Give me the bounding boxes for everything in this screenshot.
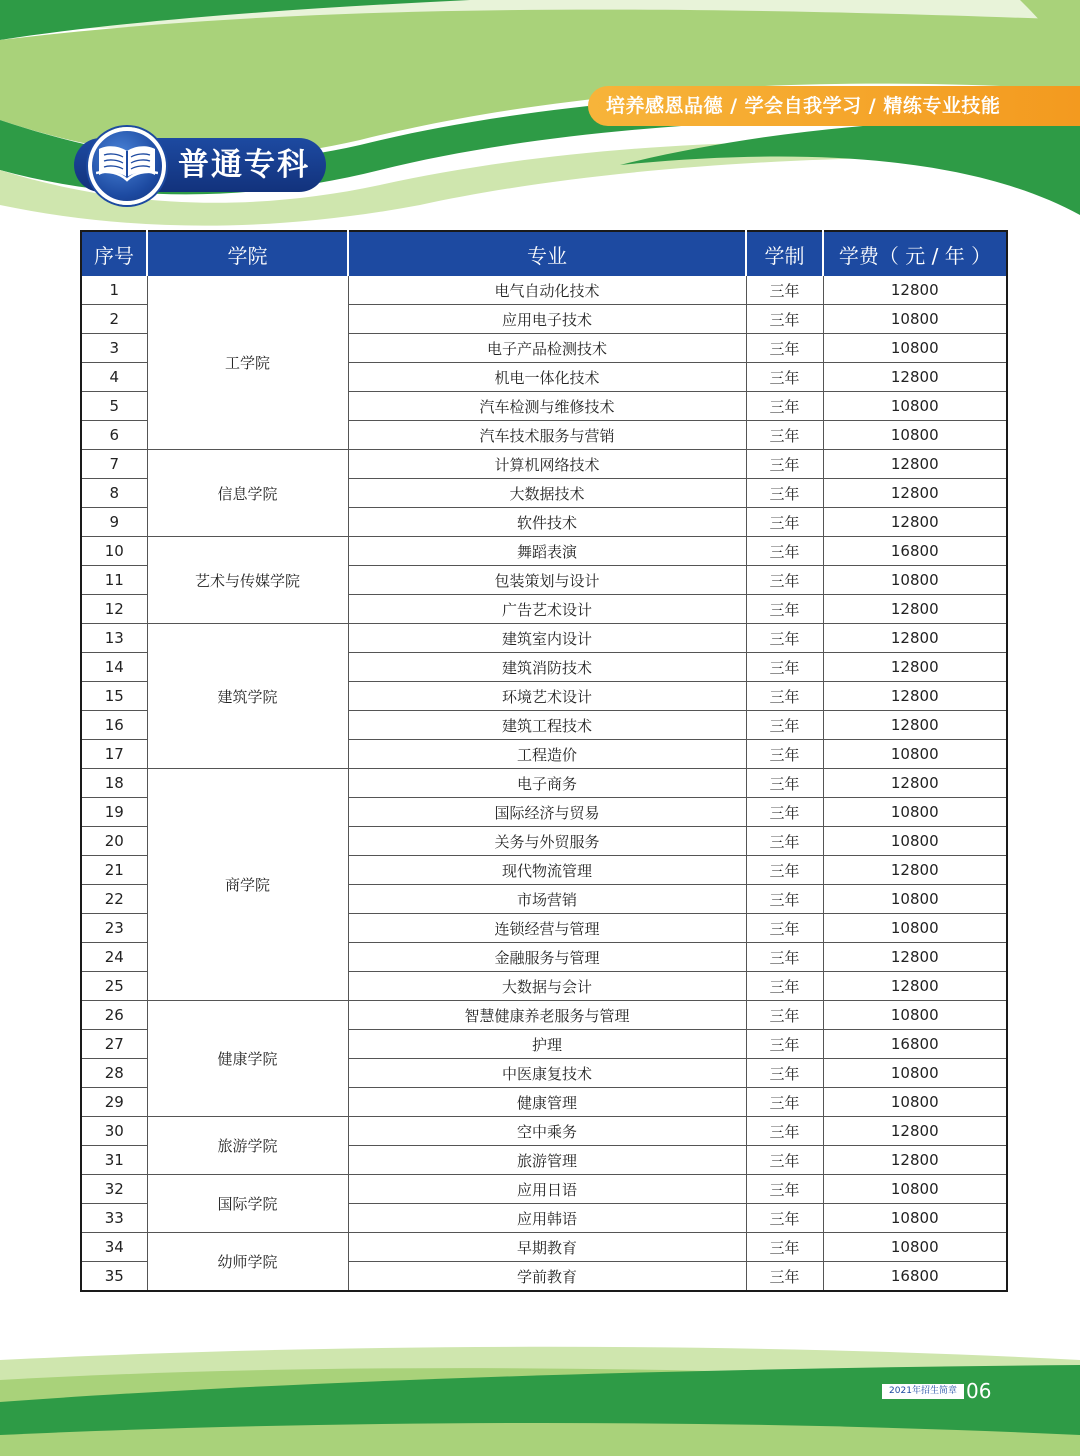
cell-major: 学前教育 — [348, 1262, 746, 1292]
cell-fee: 10800 — [823, 392, 1007, 421]
cell-fee: 12800 — [823, 508, 1007, 537]
cell-duration: 三年 — [746, 1117, 823, 1146]
cell-college: 信息学院 — [147, 450, 348, 537]
cell-no: 29 — [81, 1088, 147, 1117]
cell-major: 电气自动化技术 — [348, 276, 746, 305]
table-header-row — [81, 231, 1007, 276]
cell-duration: 三年 — [746, 885, 823, 914]
cell-fee: 12800 — [823, 711, 1007, 740]
cell-major: 建筑室内设计 — [348, 624, 746, 653]
cell-no: 25 — [81, 972, 147, 1001]
cell-fee: 10800 — [823, 914, 1007, 943]
cell-major: 计算机网络技术 — [348, 450, 746, 479]
cell-fee: 10800 — [823, 334, 1007, 363]
cell-major: 健康管理 — [348, 1088, 746, 1117]
cell-fee: 12800 — [823, 943, 1007, 972]
cell-duration: 三年 — [746, 1088, 823, 1117]
cell-college: 旅游学院 — [147, 1117, 348, 1175]
cell-major: 电子产品检测技术 — [348, 334, 746, 363]
cell-duration: 三年 — [746, 276, 823, 305]
cell-major: 智慧健康养老服务与管理 — [348, 1001, 746, 1030]
cell-no: 16 — [81, 711, 147, 740]
page-number: 06 — [966, 1379, 992, 1403]
cell-fee: 16800 — [823, 1030, 1007, 1059]
cell-major: 应用韩语 — [348, 1204, 746, 1233]
cell-college: 建筑学院 — [147, 624, 348, 769]
cell-fee: 12800 — [823, 479, 1007, 508]
cell-no: 27 — [81, 1030, 147, 1059]
cell-no: 19 — [81, 798, 147, 827]
cell-fee: 10800 — [823, 421, 1007, 450]
table-row — [81, 1001, 1007, 1030]
cell-no: 21 — [81, 856, 147, 885]
cell-no: 28 — [81, 1059, 147, 1088]
cell-duration: 三年 — [746, 1262, 823, 1292]
cell-major: 包装策划与设计 — [348, 566, 746, 595]
cell-fee: 12800 — [823, 856, 1007, 885]
cell-major: 工程造价 — [348, 740, 746, 769]
cell-no: 6 — [81, 421, 147, 450]
cell-duration: 三年 — [746, 1146, 823, 1175]
table-row — [81, 1117, 1007, 1146]
cell-no: 3 — [81, 334, 147, 363]
cell-major: 建筑消防技术 — [348, 653, 746, 682]
cell-fee: 12800 — [823, 682, 1007, 711]
cell-no: 35 — [81, 1262, 147, 1292]
cell-major: 软件技术 — [348, 508, 746, 537]
cell-major: 市场营销 — [348, 885, 746, 914]
cell-fee: 10800 — [823, 1204, 1007, 1233]
cell-major: 电子商务 — [348, 769, 746, 798]
cell-fee: 12800 — [823, 769, 1007, 798]
cell-fee: 12800 — [823, 595, 1007, 624]
table-row — [81, 1175, 1007, 1204]
cell-duration: 三年 — [746, 537, 823, 566]
cell-college: 幼师学院 — [147, 1233, 348, 1292]
cell-major: 建筑工程技术 — [348, 711, 746, 740]
slogan-banner: 培养感恩品德 / 学会自我学习 / 精练专业技能 — [588, 86, 1080, 126]
cell-no: 26 — [81, 1001, 147, 1030]
cell-duration: 三年 — [746, 682, 823, 711]
cell-no: 13 — [81, 624, 147, 653]
cell-duration: 三年 — [746, 421, 823, 450]
cell-duration: 三年 — [746, 1233, 823, 1262]
cell-major: 汽车检测与维修技术 — [348, 392, 746, 421]
cell-no: 23 — [81, 914, 147, 943]
cell-no: 10 — [81, 537, 147, 566]
cell-fee: 10800 — [823, 1088, 1007, 1117]
table-row — [81, 769, 1007, 798]
cell-college: 艺术与传媒学院 — [147, 537, 348, 624]
cell-major: 广告艺术设计 — [348, 595, 746, 624]
cell-no: 2 — [81, 305, 147, 334]
cell-no: 9 — [81, 508, 147, 537]
section-title: 普通专科 — [178, 147, 310, 183]
cell-no: 11 — [81, 566, 147, 595]
cell-major: 大数据与会计 — [348, 972, 746, 1001]
cell-duration: 三年 — [746, 566, 823, 595]
cell-fee: 12800 — [823, 624, 1007, 653]
cell-major: 机电一体化技术 — [348, 363, 746, 392]
cell-no: 24 — [81, 943, 147, 972]
cell-fee: 10800 — [823, 1001, 1007, 1030]
cell-no: 18 — [81, 769, 147, 798]
cell-duration: 三年 — [746, 914, 823, 943]
cell-no: 7 — [81, 450, 147, 479]
cell-fee: 12800 — [823, 653, 1007, 682]
cell-fee: 16800 — [823, 1262, 1007, 1292]
cell-major: 空中乘务 — [348, 1117, 746, 1146]
cell-duration: 三年 — [746, 595, 823, 624]
cell-fee: 12800 — [823, 1146, 1007, 1175]
cell-no: 33 — [81, 1204, 147, 1233]
cell-college: 健康学院 — [147, 1001, 348, 1117]
cell-no: 8 — [81, 479, 147, 508]
cell-fee: 10800 — [823, 566, 1007, 595]
cell-fee: 12800 — [823, 450, 1007, 479]
cell-duration: 三年 — [746, 1001, 823, 1030]
tuition-table — [80, 230, 1008, 1292]
cell-fee: 10800 — [823, 798, 1007, 827]
cell-fee: 12800 — [823, 363, 1007, 392]
cell-duration: 三年 — [746, 711, 823, 740]
cell-major: 中医康复技术 — [348, 1059, 746, 1088]
cell-no: 30 — [81, 1117, 147, 1146]
cell-college: 工学院 — [147, 276, 348, 450]
cell-major: 舞蹈表演 — [348, 537, 746, 566]
header-major: 专业 — [348, 231, 746, 276]
cell-major: 金融服务与管理 — [348, 943, 746, 972]
header-duration: 学制 — [746, 231, 823, 276]
cell-college: 商学院 — [147, 769, 348, 1001]
cell-major: 国际经济与贸易 — [348, 798, 746, 827]
cell-duration: 三年 — [746, 508, 823, 537]
cell-fee: 10800 — [823, 1233, 1007, 1262]
cell-major: 关务与外贸服务 — [348, 827, 746, 856]
table-row — [81, 537, 1007, 566]
cell-no: 20 — [81, 827, 147, 856]
cell-duration: 三年 — [746, 972, 823, 1001]
cell-duration: 三年 — [746, 624, 823, 653]
cell-duration: 三年 — [746, 740, 823, 769]
cell-duration: 三年 — [746, 363, 823, 392]
table-row — [81, 1233, 1007, 1262]
cell-no: 5 — [81, 392, 147, 421]
cell-fee: 12800 — [823, 1117, 1007, 1146]
cell-no: 32 — [81, 1175, 147, 1204]
cell-duration: 三年 — [746, 1204, 823, 1233]
cell-fee: 10800 — [823, 827, 1007, 856]
cell-duration: 三年 — [746, 392, 823, 421]
cell-no: 12 — [81, 595, 147, 624]
cell-duration: 三年 — [746, 856, 823, 885]
cell-fee: 16800 — [823, 537, 1007, 566]
cell-major: 汽车技术服务与营销 — [348, 421, 746, 450]
cell-major: 早期教育 — [348, 1233, 746, 1262]
cell-duration: 三年 — [746, 334, 823, 363]
table-row — [81, 624, 1007, 653]
cell-fee: 12800 — [823, 276, 1007, 305]
cell-major: 护理 — [348, 1030, 746, 1059]
cell-duration: 三年 — [746, 653, 823, 682]
cell-major: 环境艺术设计 — [348, 682, 746, 711]
cell-fee: 10800 — [823, 1175, 1007, 1204]
open-book-icon — [88, 127, 166, 205]
cell-fee: 12800 — [823, 972, 1007, 1001]
header-no: 序号 — [81, 231, 147, 276]
cell-duration: 三年 — [746, 827, 823, 856]
cell-fee: 10800 — [823, 1059, 1007, 1088]
cell-major: 应用日语 — [348, 1175, 746, 1204]
cell-major: 应用电子技术 — [348, 305, 746, 334]
table-row — [81, 450, 1007, 479]
header-college: 学院 — [147, 231, 348, 276]
cell-duration: 三年 — [746, 1175, 823, 1204]
table-row — [81, 276, 1007, 305]
header-fee: 学费（ 元 / 年 ） — [823, 231, 1007, 276]
cell-major: 连锁经营与管理 — [348, 914, 746, 943]
cell-fee: 10800 — [823, 885, 1007, 914]
cell-no: 34 — [81, 1233, 147, 1262]
cell-duration: 三年 — [746, 798, 823, 827]
cell-duration: 三年 — [746, 1059, 823, 1088]
cell-fee: 10800 — [823, 305, 1007, 334]
cell-major: 大数据技术 — [348, 479, 746, 508]
footer-label: 2021年招生简章 — [882, 1384, 964, 1399]
cell-duration: 三年 — [746, 305, 823, 334]
cell-college: 国际学院 — [147, 1175, 348, 1233]
cell-major: 现代物流管理 — [348, 856, 746, 885]
cell-duration: 三年 — [746, 769, 823, 798]
cell-duration: 三年 — [746, 943, 823, 972]
cell-no: 15 — [81, 682, 147, 711]
cell-duration: 三年 — [746, 450, 823, 479]
cell-fee: 10800 — [823, 740, 1007, 769]
cell-duration: 三年 — [746, 479, 823, 508]
cell-no: 22 — [81, 885, 147, 914]
cell-no: 4 — [81, 363, 147, 392]
cell-major: 旅游管理 — [348, 1146, 746, 1175]
cell-no: 31 — [81, 1146, 147, 1175]
cell-no: 14 — [81, 653, 147, 682]
cell-no: 17 — [81, 740, 147, 769]
cell-duration: 三年 — [746, 1030, 823, 1059]
cell-no: 1 — [81, 276, 147, 305]
